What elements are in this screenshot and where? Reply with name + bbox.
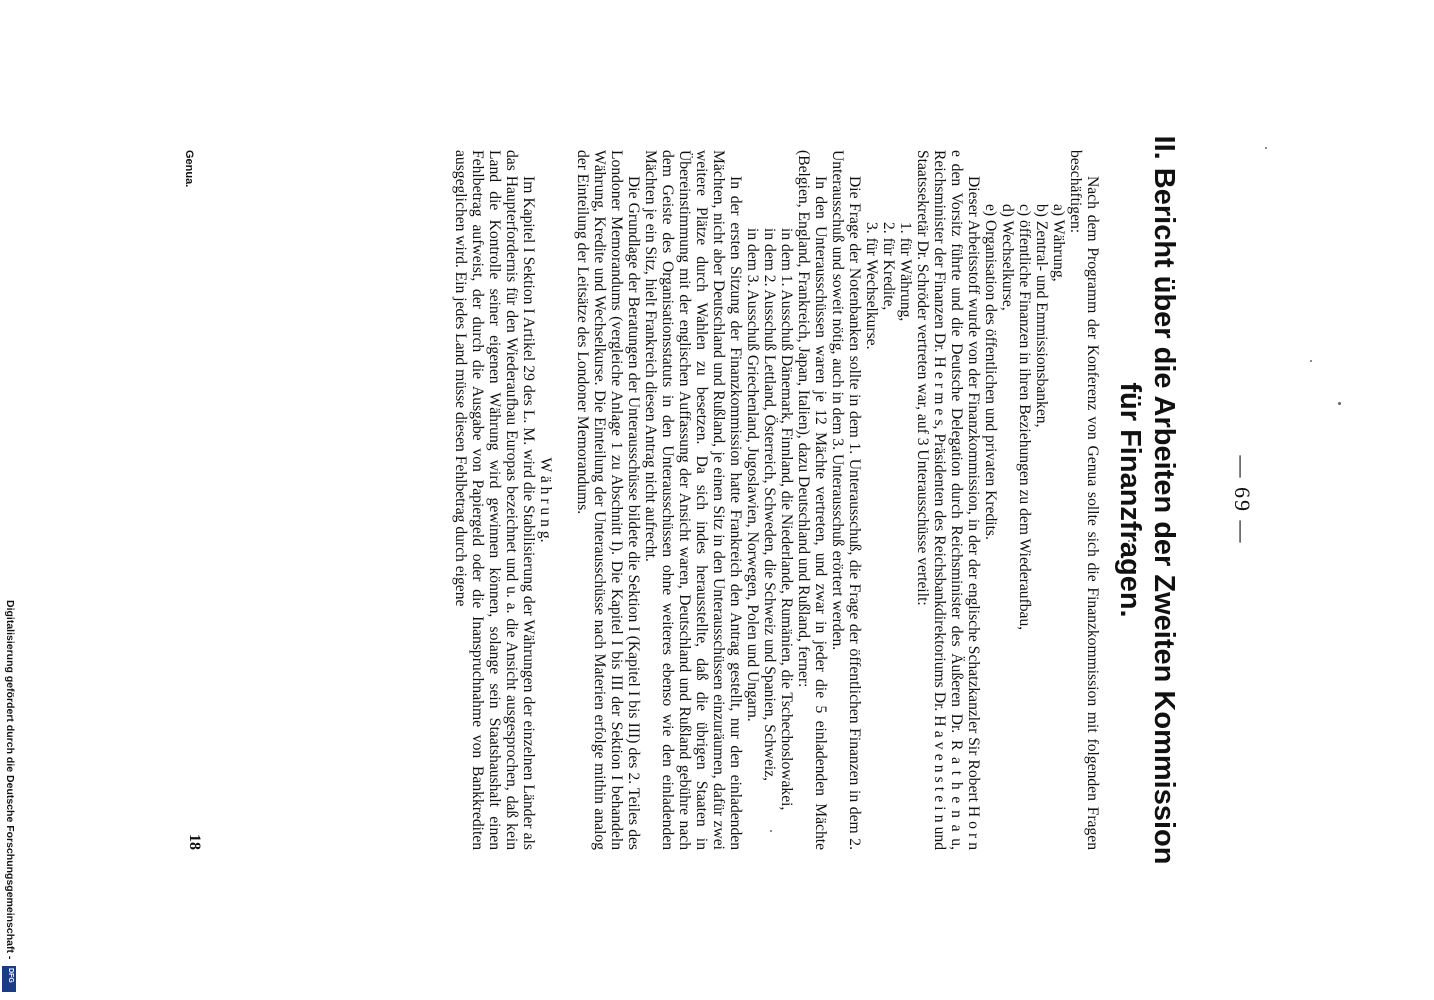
question-item: e) Organisation des öffentlichen und privaten Kredits.	[982, 204, 999, 540]
paragraph-grundlage: Die Grundlage der Beratungen der Unterausschüsse bildete die Sektion I (Kapitel I bis III) des 2. Teiles des Londoner Memorandums (vergleiche Anlage 1 zu Abschnitt I). Die Kapitel I bis III der Sektion I behandeln Währung, Kredite und Wechselkurse. Die Einteilung der Unterausschüsse nach Materien erfolge mithin analog der Einteilung der Leitsätze des Londoner Memorandums.	[574, 150, 642, 850]
title-line-2: für Finanzfragen.	[1114, 382, 1146, 618]
committee-item: 3. für Wechselkurse.	[863, 222, 880, 350]
committee-item: 2. für Kredite,	[880, 222, 897, 311]
question-item: b) Zentral- und Emmissionsbanken,	[1033, 204, 1050, 428]
paragraph-notenbanken: Die Frage der Notenbanken sollte in dem 1. Unterausschuß, die Frage der öffentlichen Finanzen in dem 2. Unterausschuß und soweit nötig, auch in dem 3. Unterausschuß erörtert werden.	[829, 150, 863, 850]
page-number: — 69 —	[1230, 455, 1255, 545]
paragraph-waehrung: Im Kapitel I Sektion I Artikel 29 des L. M. wird die Stabilisierung der Währungen der einzelnen Länder als das Haupterfordernis für den Wiederaufbau Europas bezeichnet und u. a. die Ansicht ausgesprochen, daß kein Land die Kontrolle seiner eigenen Währung wird gewinnen können, solange sein Staatshaushalt einen Fehlbetrag aufweist, der durch die Ausgabe von Papiergeld oder die Inanspruchnahme von Bankkrediten ausgeglichen wird. Ein jedes Land müsse diesen Fehlbetrag durch eigene	[452, 150, 537, 850]
footer-signature: Genua.	[183, 150, 195, 188]
assignment-item: in dem 1. Ausschuß Dänemark, Finnland, die Niederlande, Rumänien, die Tschechoslowakei,	[778, 228, 795, 811]
scan-speck	[1338, 402, 1341, 405]
section-heading: W ä h r u n g.	[537, 457, 554, 543]
title-line-1: II. Bericht über die Arbeiten der Zweiten Kommission	[1148, 135, 1180, 865]
question-item: c) öffentliche Finanzen in ihren Beziehungen zu dem Wiederaufbau,	[1016, 204, 1033, 631]
intro-paragraph: Nach dem Programm der Konferenz von Genua sollte sich die Finanzkommission mit folgenden Fragen beschäftigen:	[1067, 150, 1101, 850]
footer-page-number: 18	[186, 834, 203, 850]
question-item: d) Wechselkurse,	[999, 204, 1016, 311]
paragraph-sitzung: In der ersten Sitzung der Finanzkommission hatte Frankreich den Antrag gestellt, nur den einladenden Mächten, nicht aber Deutschland und Rußland, je einen Sitz in den Unterausschüssen einzuräumen, dafür zwei weitere Plätze durch Wahlen zu besetzen. Da sich indes herausstellte, daß die übrigen Staaten in Übereinstimmung mit der englischen Auffassung der Ansicht waren, Deutschland und Rußland gebühre nach dem Geiste des Organisationsstatuts in den Unterausschüssen ohne weiteres ebenso wie den einladenden Mächten je ein Sitz, hielt Frankreich diesen Antrag nicht aufrecht.	[642, 150, 744, 850]
paragraph-maechte: In den Unterausschüssen waren je 12 Mächte vertreten, und zwar in jeder die 5 einladenden Mächte (Belgien, England, Frankreich, Japan, Italien), dazu Deutschland und Rußland, ferner:	[795, 150, 829, 850]
digitization-credit: Digitalisierung gefördert durch die Deutsche Forschungsgemeinschaft -	[4, 600, 16, 960]
question-item: a) Währung,	[1050, 204, 1067, 282]
assignment-item: in dem 3. Ausschuß Griechenland, Jugoslawien, Norwegen, Polen und Ungarn.	[744, 228, 761, 722]
document-body	[452, 150, 1101, 850]
committee-item: 1. für Währung,	[897, 222, 914, 322]
scan-speck	[1310, 360, 1312, 362]
paragraph-arbeitsstoff: Dieser Arbeitsstoff wurde von der Finanzkommission, in der der englische Schatzkanzler Sir Robert H o r n e den Vorsitz führte und die Deutsche Delegation durch Reichsminister des Äußeren Dr. R a t h e n a u, Reichsminister der Finanzen Dr. H e r m e s, Präsidenten des Reichsbankdirektoriums Dr. H a v e n s t e i n und Staatssekretär Dr. Schröder vertreten war, auf 3 Unterausschüsse verteilt:	[914, 150, 982, 850]
document-title	[1113, 110, 1181, 890]
assignment-item: in dem 2. Ausschuß Lettland, Österreich, Schweden, die Schweiz und Spanien, Schweiz,	[761, 228, 778, 782]
document-page	[157, 110, 1277, 890]
dfg-logo	[2, 966, 16, 992]
dfg-logo-text: DFG	[7, 968, 14, 983]
